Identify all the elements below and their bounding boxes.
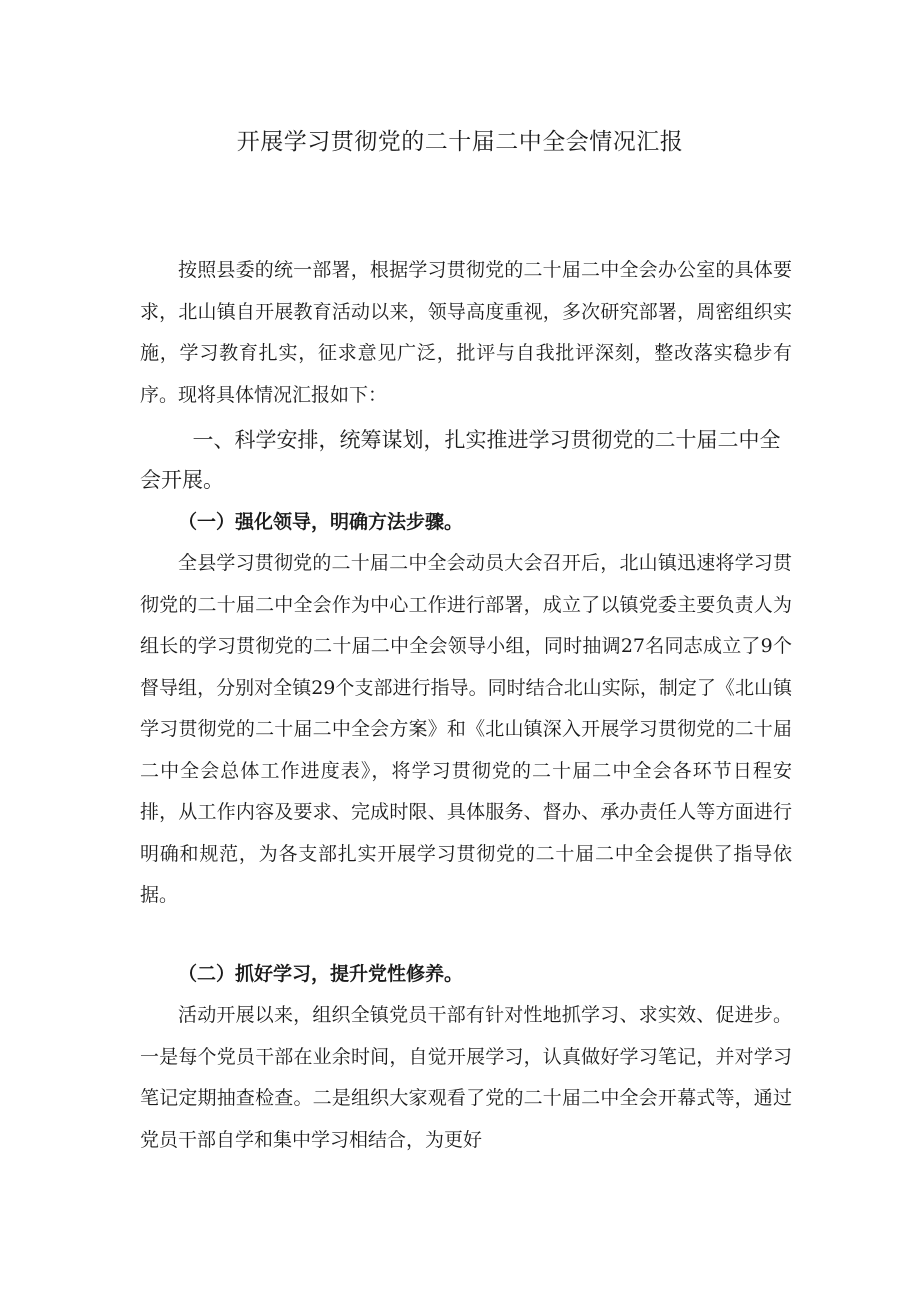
subsection-1-heading: （一）强化领导，明确方法步骤。 (178, 511, 464, 533)
intro-paragraph: 按照县委的统一部署，根据学习贯彻党的二十届二中全会办公室的具体要求，北山镇自开展教育活动以来，领导高度重视，多次研究部署，周密组织实施，学习教育扎实，征求意见广泛，批评与自我批评深刻，整改落实稳步有序。现将具体情况汇报如下： (140, 259, 792, 406)
subsection-2-paragraph: 活动开展以来，组织全镇党员干部有针对性地抓学习、求实效、促进步。一是每个党员干部在业余时间，自觉开展学习，认真做好学习笔记，并对学习笔记定期抽查检查。二是组织大家观看了党的二十届二中全会开幕式等，通过党员干部自学和集中学习相结合，为更好 (140, 1004, 792, 1151)
section-1-heading: 一、科学安排，统筹谋划，扎实推进学习贯彻党的二十届二中全会开展。 (140, 428, 781, 492)
subsection-2-heading: （二）抓好学习，提升党性修养。 (178, 963, 464, 985)
document-title: 开展学习贯彻党的二十届二中全会情况汇报 (236, 129, 684, 155)
subsection-1-paragraph: 全县学习贯彻党的二十届二中全会动员大会召开后，北山镇迅速将学习贯彻党的二十届二中全会作为中心工作进行部署，成立了以镇党委主要负责人为组长的学习贯彻党的二十届二中全会领导小组，同时抽调27名同志成立了9个督导组，分别对全镇29个支部进行指导。同时结合北山实际，制定了《北山镇学习贯彻党的二十届二中全会方案》和《北山镇深入开展学习贯彻党的二十届二中全会总体工作进度表》，将学习贯彻党的二十届二中全会各环节日程安排，从工作内容及要求、完成时限、具体服务、督办、承办责任人等方面进行明确和规范，为各支部扎实开展学习贯彻党的二十届二中全会提供了指导依据。 (140, 552, 792, 906)
